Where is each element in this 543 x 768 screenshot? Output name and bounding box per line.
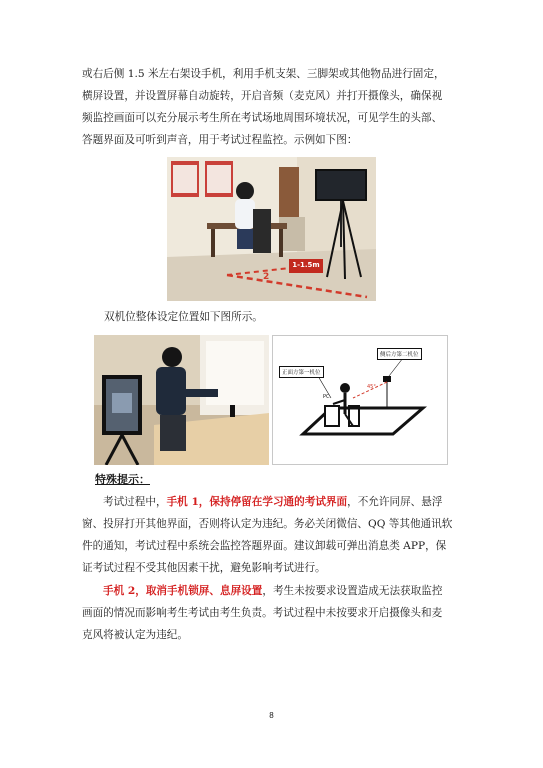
notice-p2-line-1	[82, 581, 464, 603]
notice-p1-text-b: ，不允许同屏、悬浮	[347, 496, 443, 508]
side-camera-label: 侧后方第二机位	[377, 348, 422, 360]
notice-p1-line-2: 窗、投屏打开其他界面，否则将认定为违纪。务必关闭微信、QQ 等其他通讯软	[82, 518, 453, 530]
intro-line-3: 频监控画面可以充分展示考生所在考试场地周围环境状况，可见学生的头部、	[82, 112, 443, 124]
notice-p2-highlight: 手机 2，取消手机锁屏、息屏设置	[103, 585, 263, 597]
angle-label: 45°	[367, 384, 376, 390]
intro-line-1: 或右后侧 1.5 米左右架设手机，利用手机支架、三脚架或其他物品进行固定，	[82, 68, 445, 80]
notice-p2-text-b: ，考生未按要求设置造成无法获取监控	[262, 585, 443, 597]
camera-position-diagram-graphic	[273, 336, 448, 465]
notice-p2-line-3: 克风将被认定为违纪。	[82, 629, 188, 641]
front-camera-label: 正面方第一机位	[279, 366, 324, 378]
intro-line-2: 横屏设置，并设置屏幕自动旋转，开启音频（麦克风）并打开摄像头，确保视	[82, 90, 443, 102]
front-camera-photo	[94, 335, 269, 465]
camera-position-diagram	[272, 335, 448, 465]
pc-label: PC	[323, 394, 330, 400]
notice-p1-line-4: 证考试过程不受其他因素干扰，避免影响考试进行。	[82, 562, 326, 574]
front-camera-photo-illustration	[94, 335, 269, 465]
notice-p1-highlight: 手机 1，保持停留在学习通的考试界面	[166, 496, 348, 508]
page-number: 8	[269, 711, 274, 720]
dual-camera-caption: 双机位整体设定位置如下图所示。	[104, 311, 263, 323]
side-camera-photo-illustration	[167, 157, 376, 301]
notice-p1-text-a: 考试过程中，	[103, 496, 167, 508]
intro-line-4: 答题界面及可听到声音，用于考试过程监控。示例如下图：	[82, 134, 358, 146]
notice-p1-line-1	[82, 492, 464, 514]
notice-p1-line-3: 件的通知，考试过程中系统会监控答题界面。建议卸载可弹出消息类 APP，保	[82, 540, 447, 552]
notice-p2-line-2: 画面的情况而影响考生考试由考生负责。考试过程中未按要求开启摄像头和麦	[82, 607, 443, 619]
notice-heading: 特殊提示：	[95, 473, 150, 486]
floor-mark-label: 2	[263, 272, 270, 282]
distance-label: 1-1.5m	[292, 261, 320, 269]
side-camera-photo	[167, 157, 376, 301]
